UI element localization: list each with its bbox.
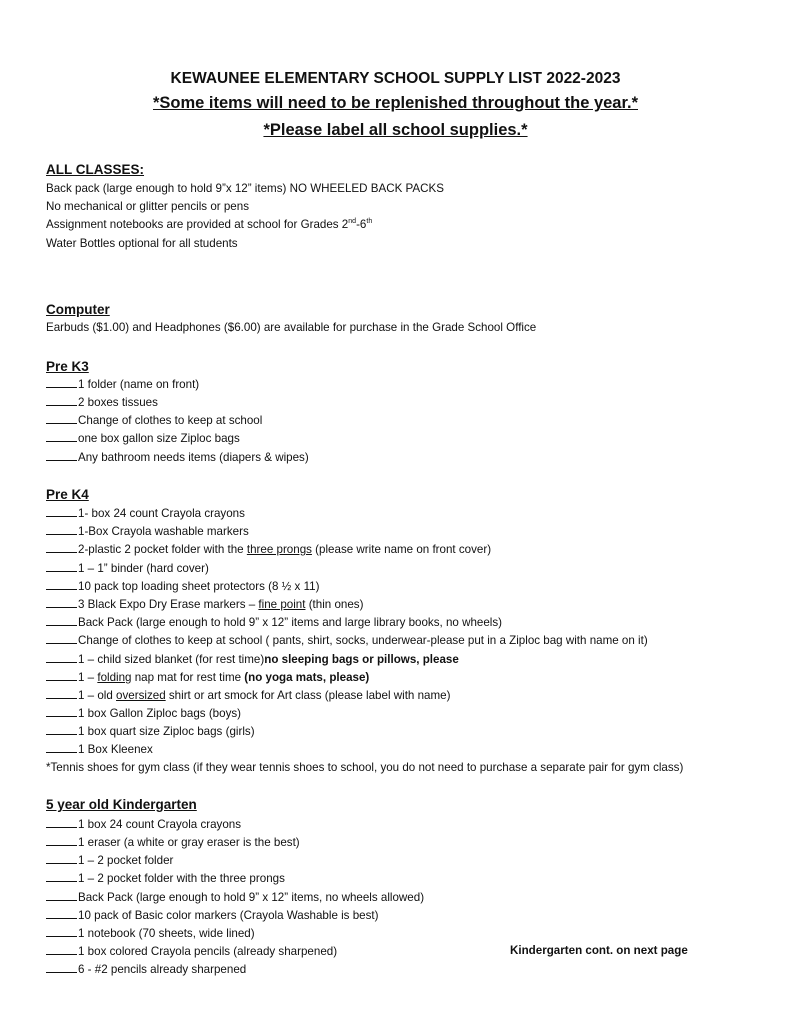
pre-k3-heading: Pre K3: [46, 359, 89, 374]
list-item: 1 – 2 pocket folder: [46, 853, 173, 868]
pre-k4-heading: Pre K4: [46, 487, 89, 502]
list-item: 1 – folding nap mat for rest time (no yoga mats, please): [46, 670, 369, 685]
replenish-notice: *Some items will need to be replenished throughout the year.*: [152, 94, 638, 112]
list-item: Any bathroom needs items (diapers & wipes): [46, 450, 309, 465]
list-item: one box gallon size Ziploc bags: [46, 431, 240, 446]
continued-note: Kindergarten cont. on next page: [510, 944, 688, 957]
list-item: 10 pack top loading sheet protectors (8 ½ x 11): [46, 579, 319, 594]
all-classes-heading: ALL CLASSES:: [46, 162, 145, 177]
list-item: Back Pack (large enough to hold 9” x 12” items and large library books, no wheels): [46, 615, 502, 630]
list-item: 2-plastic 2 pocket folder with the three prongs (please write name on front cover): [46, 542, 491, 557]
kindergarten-heading: 5 year old Kindergarten: [46, 797, 197, 812]
computer-line: Earbuds ($1.00) and Headphones ($6.00) are available for purchase in the Grade School Office: [46, 321, 537, 334]
computer-heading: Computer: [46, 302, 110, 317]
list-item: Back Pack (large enough to hold 9” x 12” items, no wheels allowed): [46, 890, 424, 905]
all-classes-line: Water Bottles optional for all students: [46, 237, 238, 250]
label-notice: *Please label all school supplies.*: [263, 121, 528, 139]
list-item: 1 eraser (a white or gray eraser is the best): [46, 835, 300, 850]
all-classes-line: Assignment notebooks are provided at school for Grades 2nd-6th: [46, 218, 373, 231]
all-classes-line: Back pack (large enough to hold 9”x 12” items) NO WHEELED BACK PACKS: [46, 182, 444, 195]
list-item: 1 notebook (70 sheets, wide lined): [46, 926, 255, 941]
list-item: 1-Box Crayola washable markers: [46, 524, 249, 539]
list-item: 1 box Gallon Ziploc bags (boys): [46, 706, 241, 721]
list-item: 1 – 2 pocket folder with the three prongs: [46, 871, 285, 886]
list-item: 1 – old oversized shirt or art smock for Art class (please label with name): [46, 688, 450, 703]
list-item: 1 – child sized blanket (for rest time)no sleeping bags or pillows, please: [46, 652, 459, 667]
list-item: 2 boxes tissues: [46, 395, 158, 410]
list-item: 1 Box Kleenex: [46, 742, 153, 757]
list-item: Change of clothes to keep at school: [46, 413, 262, 428]
list-item: 1- box 24 count Crayola crayons: [46, 506, 245, 521]
all-classes-line: No mechanical or glitter pencils or pens: [46, 200, 249, 213]
list-item: 1 – 1” binder (hard cover): [46, 561, 209, 576]
list-item: 1 folder (name on front): [46, 377, 199, 392]
list-item: 3 Black Expo Dry Erase markers – fine point (thin ones): [46, 597, 363, 612]
page-title: KEWAUNEE ELEMENTARY SCHOOL SUPPLY LIST 2022-2023: [170, 70, 621, 87]
list-item: 1 box 24 count Crayola crayons: [46, 817, 241, 832]
list-item: 1 box quart size Ziploc bags (girls): [46, 724, 255, 739]
list-item: 6 - #2 pencils already sharpened: [46, 962, 246, 977]
list-item: Change of clothes to keep at school ( pants, shirt, socks, underwear-please put in a Ziploc bag with name on it): [46, 633, 648, 648]
list-item: 10 pack of Basic color markers (Crayola Washable is best): [46, 908, 378, 923]
list-item: 1 box colored Crayola pencils (already sharpened): [46, 944, 337, 959]
tennis-shoes-note: *Tennis shoes for gym class (if they wear tennis shoes to school, you do not need to purchase a separate pair for gym class): [46, 761, 684, 774]
